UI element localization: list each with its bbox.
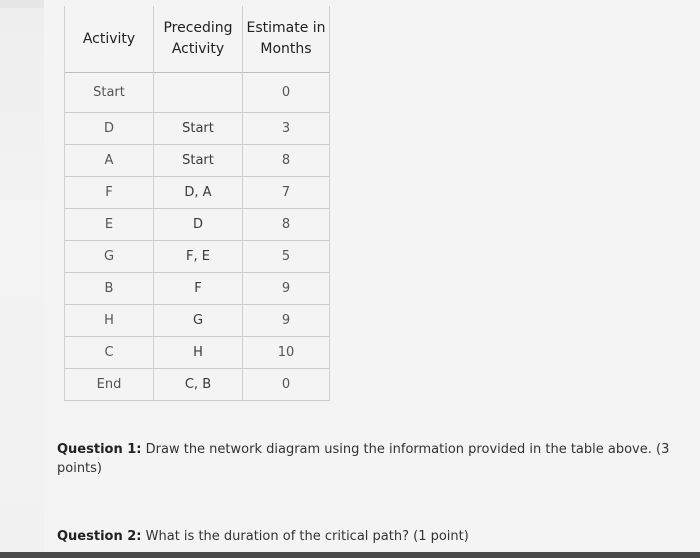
question-1-label: Question 1: bbox=[57, 442, 142, 457]
estimate-cell: 8 bbox=[243, 209, 330, 241]
preceding-cell: H bbox=[154, 337, 243, 369]
table-row bbox=[65, 273, 330, 305]
question-2-label: Question 2: bbox=[57, 529, 142, 544]
preceding-cell: G bbox=[154, 305, 243, 337]
bottom-edge bbox=[0, 552, 700, 558]
table-row bbox=[65, 305, 330, 337]
table-header-row bbox=[65, 6, 330, 73]
estimate-cell: 9 bbox=[243, 305, 330, 337]
estimate-cell: 5 bbox=[243, 241, 330, 273]
header-activity bbox=[65, 6, 154, 73]
header-preceding-line1: Preceding bbox=[163, 20, 233, 36]
estimate-cell: 8 bbox=[243, 145, 330, 177]
table-row bbox=[65, 73, 330, 113]
activity-cell: B bbox=[65, 273, 154, 305]
header-activity-label: Activity bbox=[82, 30, 136, 47]
activity-cell: G bbox=[65, 241, 154, 273]
table-row bbox=[65, 369, 330, 401]
preceding-cell: F, E bbox=[154, 241, 243, 273]
question-1 bbox=[57, 440, 677, 478]
table-row bbox=[65, 241, 330, 273]
activity-table bbox=[64, 6, 330, 401]
preceding-cell: F bbox=[154, 273, 243, 305]
estimate-cell: 0 bbox=[243, 369, 330, 401]
activity-cell: F bbox=[65, 177, 154, 209]
preceding-cell: D, A bbox=[154, 177, 243, 209]
header-estimate bbox=[243, 6, 330, 73]
question-1-text: Draw the network diagram using the information provided in the table above. (3 points) bbox=[57, 442, 670, 476]
estimate-cell: 10 bbox=[243, 337, 330, 369]
table-row bbox=[65, 209, 330, 241]
table-row bbox=[65, 113, 330, 145]
preceding-cell: Start bbox=[154, 145, 243, 177]
header-estimate-line1: Estimate in bbox=[246, 20, 326, 36]
question-2-text: What is the duration of the critical path? (1 point) bbox=[141, 529, 469, 544]
preceding-cell: C, B bbox=[154, 369, 243, 401]
activity-cell: E bbox=[65, 209, 154, 241]
activity-cell: A bbox=[65, 145, 154, 177]
activity-cell: D bbox=[65, 113, 154, 145]
activity-cell: C bbox=[65, 337, 154, 369]
preceding-cell: D bbox=[154, 209, 243, 241]
table-row bbox=[65, 145, 330, 177]
activity-cell: H bbox=[65, 305, 154, 337]
estimate-cell: 3 bbox=[243, 113, 330, 145]
preceding-cell: Start bbox=[154, 113, 243, 145]
header-preceding-line2: Activity bbox=[171, 41, 225, 57]
estimate-cell: 0 bbox=[243, 73, 330, 113]
estimate-cell: 9 bbox=[243, 273, 330, 305]
header-estimate-line2: Months bbox=[260, 41, 312, 57]
estimate-cell: 7 bbox=[243, 177, 330, 209]
table-row bbox=[65, 177, 330, 209]
activity-cell: Start bbox=[65, 73, 154, 113]
activity-cell: End bbox=[65, 369, 154, 401]
preceding-cell bbox=[154, 73, 243, 113]
question-2 bbox=[57, 527, 677, 546]
header-preceding-activity bbox=[154, 6, 243, 73]
table-row bbox=[65, 337, 330, 369]
